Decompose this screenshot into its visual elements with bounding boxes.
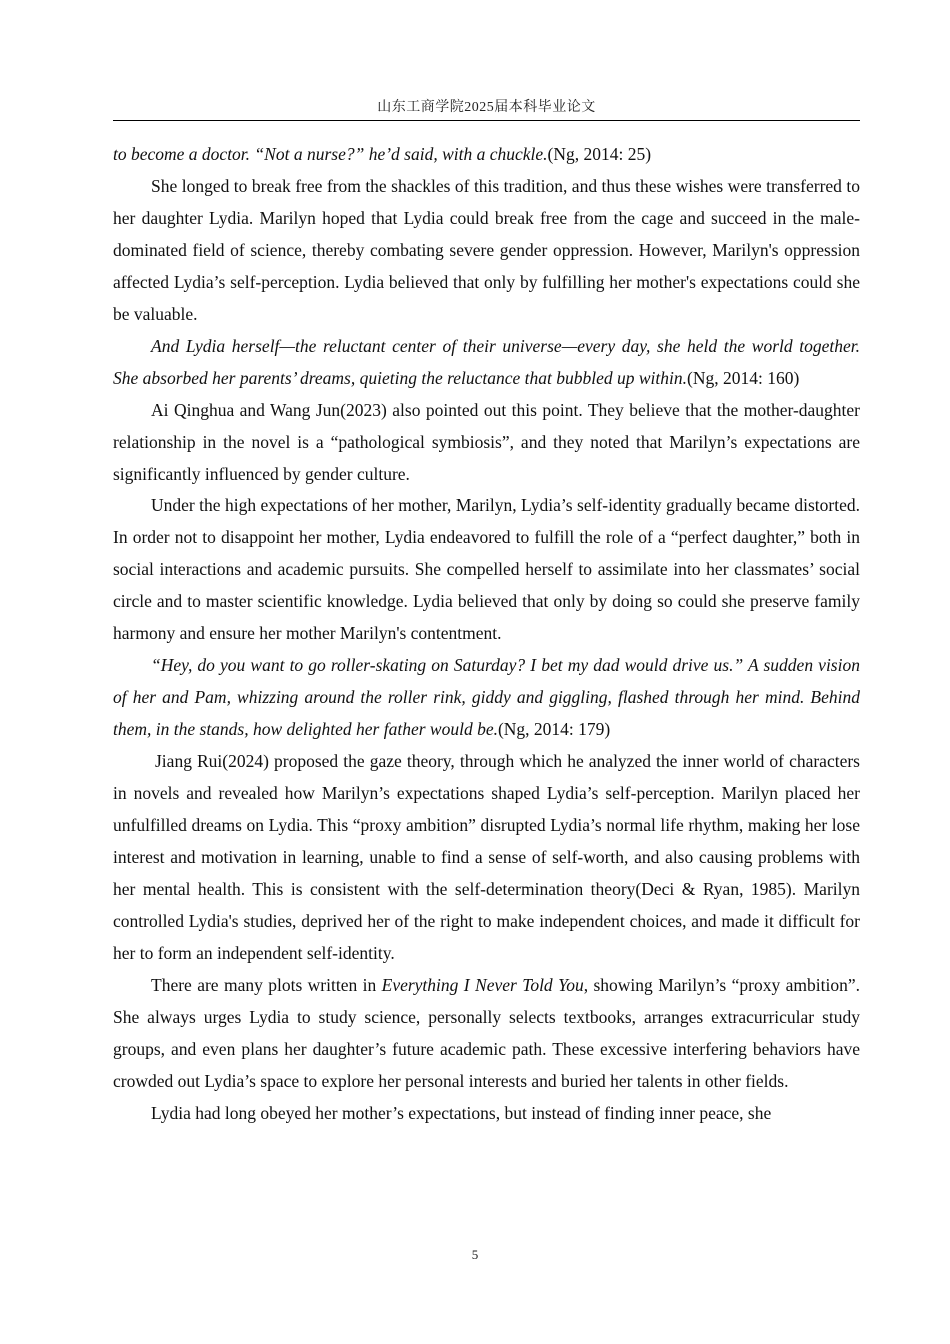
citation: (Ng, 2014: 160) <box>687 367 800 388</box>
page-number: 5 <box>471 1247 479 1262</box>
book-title: Everything I Never Told You <box>381 974 584 995</box>
quote-text: to become a doctor. “Not a nurse?” he’d said, with a chuckle. <box>113 144 548 164</box>
citation: (Ng, 2014: 25) <box>547 144 652 164</box>
paragraph: She longed to break free from the shackles of this tradition, and thus these wishes were transferred to her daughter Lydia. Marilyn hoped that Lydia could break free from the cage and succeed in the male-dominated field of science, thereby combating severe gender oppression. However, Marilyn's oppression affected Lydia’s self-perception. Lydia believed that only by fulfilling her mother's expectations could she be valuable. <box>113 175 860 324</box>
quote-text: “Hey, do you want to go roller-skating on Saturday? I bet my dad would drive us.” A sudden vision of her and Pam, whizzing around the roller rink, giddy and giggling, flashed through her mind. Behind them, in the stands, how delighted her father would be. <box>113 655 860 740</box>
quote-text: And Lydia herself—the reluctant center of their universe—every day, she held the world together. She absorbed her parents’ dreams, quieting the reluctance that bubbled up within. <box>113 335 860 388</box>
paragraph: Jiang Rui(2024) proposed the gaze theory, through which he analyzed the inner world of characters in novels and revealed how Marilyn’s expectations shaped Lydia’s self-perception. Marilyn placed her unfulfilled dreams on Lydia. This “proxy ambition” disrupted Lydia’s normal life rhythm, making her lose interest and motivation in learning, unable to find a sense of self-worth, and also causing problems with her mental health. This is consistent with the self-determination theory(Deci & Ryan, 1985). Marilyn controlled Lydia's studies, deprived her of the right to make independent choices, and made it difficult for her to form an independent self-identity. <box>113 751 860 963</box>
body-text <box>113 139 860 1130</box>
paragraph-text: There are many plots written in <box>151 974 382 995</box>
quote-continuation <box>113 139 860 171</box>
block-quote <box>113 650 860 746</box>
header-divider <box>113 120 860 121</box>
paragraph: Ai Qinghua and Wang Jun(2023) also pointed out this point. They believe that the mother-daughter relationship in the novel is a “pathological symbiosis”, and they noted that Marilyn’s expectations are significantly influenced by gender culture. <box>113 399 860 484</box>
paragraph <box>113 970 860 1098</box>
block-quote <box>113 331 860 395</box>
page-header: 山东工商学院2025届本科毕业论文 <box>377 100 596 115</box>
citation: (Ng, 2014: 179) <box>497 719 611 740</box>
paragraph: Under the high expectations of her mother, Marilyn, Lydia’s self-identity gradually became distorted. In order not to disappoint her mother, Lydia endeavored to fulfill the role of a “perfect daughter,” both in social interactions and academic pursuits. She compelled herself to assimilate into her classmates’ social circle and to master scientific knowledge. Lydia believed that only by doing so could she preserve family harmony and ensure her mother Marilyn's contentment. <box>113 495 860 644</box>
paragraph: Lydia had long obeyed her mother’s expectations, but instead of finding inner peace, she <box>151 1102 772 1123</box>
paragraph-text: , showing Marilyn’s “proxy ambition”. She always urges Lydia to study science, personally selects textbooks, arranges extracurricular study groups, and even plans her daughter’s future academic path. These excessive interfering behaviors have crowded out Lydia’s space to explore her personal interests and buried her talents in other fields. <box>113 974 860 1091</box>
